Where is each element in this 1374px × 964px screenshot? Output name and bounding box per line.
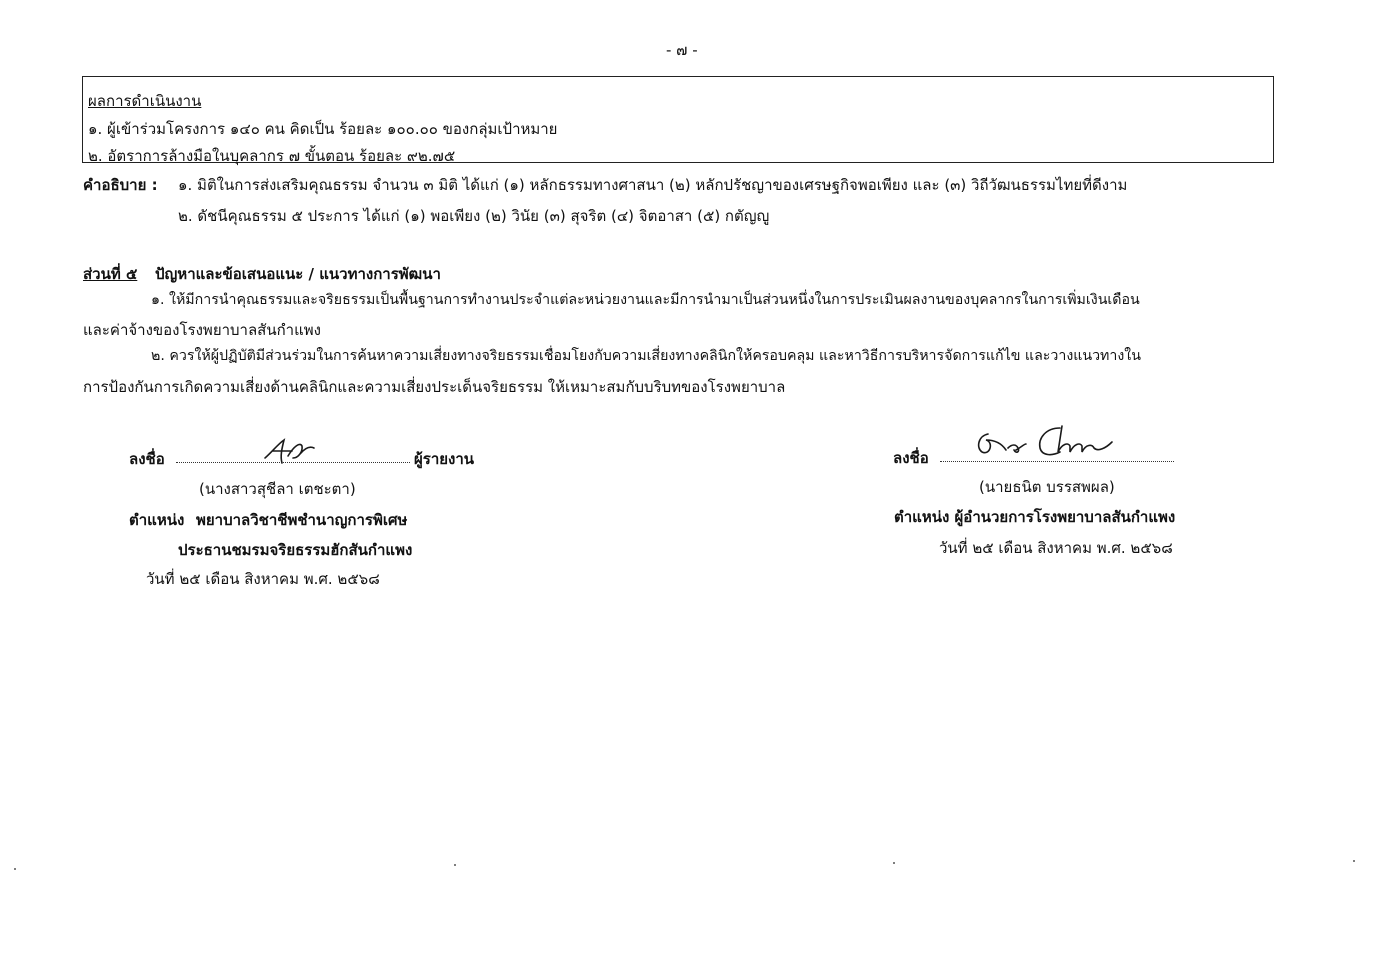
section5-p2-line1: ๒. ควรให้ผู้ปฏิบัติมีส่วนร่วมในการค้นหาความเสี่ยงทางจริยธรรมเชื่อมโยงกับความเสี่ยงทางคลินิกให้ครอบคลุม และหาวิธีการบริหารจัดการแก้ไข และวางแนวทางใน [151,348,1141,364]
left-position-line1: พยาบาลวิชาชีพชำนาญการพิเศษ [196,511,408,529]
scan-speck [1353,860,1355,862]
right-handwritten-signature [972,422,1120,462]
right-signer-name: (นายธนิต บรรสพผล) [979,478,1115,496]
left-role-label: ผู้รายงาน [414,450,475,468]
scan-speck [14,868,16,870]
right-position: ตำแหน่ง ผู้อำนวยการโรงพยาบาลสันกำแพง [894,508,1176,526]
results-item-1: ๑. ผู้เข้าร่วมโครงการ ๑๔๐ คน คิดเป็น ร้อยละ ๑๐๐.๐๐ ของกลุ่มเป้าหมาย [88,120,558,138]
scan-speck [454,864,456,866]
explanation-item-1: ๑. มิติในการส่งเสริมคุณธรรม จำนวน ๓ มิติ ได้แก่ (๑) หลักธรรมทางศาสนา (๒) หลักปรัชญาของเศรษฐกิจพอเพียง และ (๓) วิถีวัฒนธรรมไทยที่ดีงาม [178,176,1128,194]
left-position-line2: ประธานชมรมจริยธรรมฮักสันกำแพง [178,541,413,559]
section5-title: ปัญหาและข้อเสนอแนะ / แนวทางการพัฒนา [155,265,441,283]
section5-label: ส่วนที่ ๕ [83,265,138,283]
page-number: - ๗ - [666,41,698,59]
left-position-label: ตำแหน่ง [129,511,185,529]
left-signer-name: (นางสาวสุชีลา เตชะตา) [199,480,356,498]
right-date: วันที่ ๒๕ เดือน สิงหาคม พ.ศ. ๒๕๖๘ [939,539,1173,557]
explanation-label: คำอธิบาย : [83,176,158,194]
results-item-2: ๒. อัตราการล้างมือในบุคลากร ๗ ขั้นตอน ร้อยละ ๙๒.๗๕ [88,147,456,165]
section5-p1-line1: ๑. ให้มีการนำคุณธรรมและจริยธรรมเป็นพื้นฐานการทำงานประจำแต่ละหน่วยงานและมีการนำมาเป็นส่วนหนึ่งในการประเมินผลงานของบุคลากรในการเพิ่มเงินเดือน [151,292,1140,308]
section5-p1-line2: และค่าจ้างของโรงพยาบาลสันกำแพง [83,321,321,339]
explanation-item-2: ๒. ดัชนีคุณธรรม ๕ ประการ ได้แก่ (๑) พอเพียง (๒) วินัย (๓) สุจริต (๔) จิตอาสา (๕) กตัญญู [178,207,770,225]
scan-speck [893,862,895,864]
left-handwritten-signature [262,436,320,466]
section5-p2-line2: การป้องกันการเกิดความเสี่ยงด้านคลินิกและความเสี่ยงประเด็นจริยธรรม ให้เหมาะสมกับบริบทของโรงพยาบาล [83,378,786,396]
left-sign-label: ลงชื่อ [129,450,165,468]
left-date: วันที่ ๒๕ เดือน สิงหาคม พ.ศ. ๒๕๖๘ [146,570,380,588]
right-sign-label: ลงชื่อ [893,449,929,467]
results-heading: ผลการดำเนินงาน [88,92,202,110]
